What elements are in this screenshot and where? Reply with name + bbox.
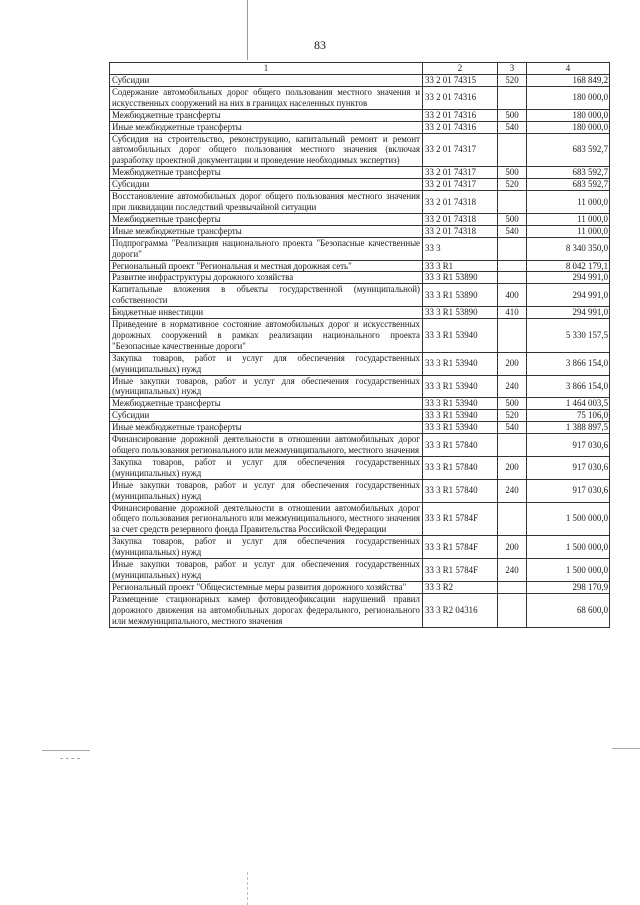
header-col-3: 3 (498, 63, 527, 75)
row-name-cell: Иные межбюджетные трансферты (110, 422, 423, 434)
row-code-cell: 33 3 R1 53940 (423, 375, 498, 398)
table-row (110, 167, 610, 179)
row-name-cell: Размещение стационарных камер фотовидеофиксации нарушений правил дорожного движения на автомобильных дорогах федерального, регионального или межмуниципального, местного значения (110, 593, 423, 627)
row-code-cell: 33 3 (423, 237, 498, 260)
row-amount-cell: 683 592,7 (527, 133, 610, 167)
row-code-cell: 33 2 01 74316 (423, 109, 498, 121)
row-type-cell: 500 (498, 109, 527, 121)
row-code-cell: 33 3 R1 53940 (423, 319, 498, 353)
table-row (110, 581, 610, 593)
row-type-cell (498, 502, 527, 536)
row-amount-cell: 11 000,0 (527, 225, 610, 237)
table-row (110, 284, 610, 307)
row-code-cell: 33 2 01 74318 (423, 225, 498, 237)
row-type-cell (498, 237, 527, 260)
row-amount-cell: 917 030,6 (527, 456, 610, 479)
row-name-cell: Бюджетные инвестиции (110, 307, 423, 319)
row-code-cell: 33 2 01 74317 (423, 179, 498, 191)
row-type-cell: 240 (498, 559, 527, 582)
row-type-cell: 410 (498, 307, 527, 319)
row-code-cell: 33 3 R1 53940 (423, 352, 498, 375)
table-row (110, 237, 610, 260)
row-amount-cell: 298 170,9 (527, 581, 610, 593)
row-code-cell: 33 3 R1 53940 (423, 410, 498, 422)
table-row (110, 75, 610, 87)
row-amount-cell: 1 464 003,5 (527, 398, 610, 410)
row-name-cell: Региональный проект "Региональная и местная дорожная сеть" (110, 260, 423, 272)
row-type-cell: 520 (498, 410, 527, 422)
table-row (110, 410, 610, 422)
row-type-cell (498, 260, 527, 272)
row-code-cell: 33 2 01 74316 (423, 121, 498, 133)
row-amount-cell: 3 866 154,0 (527, 352, 610, 375)
row-name-cell: Иные закупки товаров, работ и услуг для обеспечения государственных (муниципальных) нужд (110, 479, 423, 502)
row-code-cell: 33 3 R1 5784F (423, 536, 498, 559)
row-name-cell: Иные межбюджетные трансферты (110, 121, 423, 133)
row-type-cell: 540 (498, 121, 527, 133)
table-row (110, 536, 610, 559)
row-name-cell: Иные межбюджетные трансферты (110, 225, 423, 237)
row-type-cell: 400 (498, 284, 527, 307)
table-row (110, 398, 610, 410)
row-type-cell: 500 (498, 167, 527, 179)
table-row (110, 86, 610, 109)
row-name-cell: Финансирование дорожной деятельности в отношении автомобильных дорог общего пользования регионального или межмуниципального, местного значения за счет средств резервного фонда Правительства Российской Федерации (110, 502, 423, 536)
table-row (110, 434, 610, 457)
row-amount-cell: 75 106,0 (527, 410, 610, 422)
row-name-cell: Иные закупки товаров, работ и услуг для обеспечения государственных (муниципальных) нужд (110, 559, 423, 582)
scan-mark-left (42, 750, 90, 751)
table-row (110, 502, 610, 536)
header-col-2: 2 (423, 63, 498, 75)
row-amount-cell: 294 991,0 (527, 284, 610, 307)
table-row (110, 133, 610, 167)
table-row (110, 352, 610, 375)
row-code-cell: 33 2 01 74318 (423, 191, 498, 214)
row-name-cell: Межбюджетные трансферты (110, 398, 423, 410)
row-name-cell: Приведение в нормативное состояние автомобильных дорог и искусственных дорожных сооружений в рамках реализации национального проекта "Безопасные качественные дороги" (110, 319, 423, 353)
table-row (110, 179, 610, 191)
row-name-cell: Субсидия на строительство, реконструкцию, капитальный ремонт и ремонт автомобильных дорог общего пользования местного значения (включая разработку проектной документации и проведение необходимых экспертиз) (110, 133, 423, 167)
row-name-cell: Иные закупки товаров, работ и услуг для обеспечения государственных (муниципальных) нужд (110, 375, 423, 398)
header-row (110, 63, 610, 75)
row-code-cell: 33 3 R1 5784F (423, 559, 498, 582)
row-type-cell: 200 (498, 536, 527, 559)
row-amount-cell: 68 600,0 (527, 593, 610, 627)
row-type-cell (498, 191, 527, 214)
row-code-cell: 33 2 01 74317 (423, 167, 498, 179)
row-amount-cell: 917 030,6 (527, 479, 610, 502)
row-code-cell: 33 3 R1 53890 (423, 272, 498, 284)
row-type-cell: 540 (498, 225, 527, 237)
row-name-cell: Межбюджетные трансферты (110, 109, 423, 121)
row-code-cell: 33 3 R1 (423, 260, 498, 272)
row-code-cell: 33 3 R1 53890 (423, 284, 498, 307)
table-row (110, 559, 610, 582)
scan-mark-right (612, 748, 640, 749)
row-code-cell: 33 3 R2 (423, 581, 498, 593)
row-amount-cell: 683 592,7 (527, 167, 610, 179)
row-name-cell: Региональный проект "Общесистемные меры развития дорожного хозяйства" (110, 581, 423, 593)
row-amount-cell: 8 340 350,0 (527, 237, 610, 260)
row-code-cell: 33 3 R1 53940 (423, 422, 498, 434)
table-row (110, 213, 610, 225)
row-type-cell: 520 (498, 75, 527, 87)
row-amount-cell: 11 000,0 (527, 191, 610, 214)
table-row (110, 319, 610, 353)
row-amount-cell: 294 991,0 (527, 272, 610, 284)
row-amount-cell: 180 000,0 (527, 109, 610, 121)
row-amount-cell: 1 500 000,0 (527, 559, 610, 582)
row-name-cell: Субсидии (110, 179, 423, 191)
row-type-cell (498, 434, 527, 457)
row-name-cell: Финансирование дорожной деятельности в отношении автомобильных дорог общего пользования регионального или межмуниципального, местного значения (110, 434, 423, 457)
row-name-cell: Субсидии (110, 75, 423, 87)
row-type-cell: 500 (498, 213, 527, 225)
row-type-cell: 500 (498, 398, 527, 410)
row-amount-cell: 1 388 897,5 (527, 422, 610, 434)
row-amount-cell: 3 866 154,0 (527, 375, 610, 398)
table-row (110, 272, 610, 284)
row-name-cell: Восстановление автомобильных дорог общего пользования местного значения при ликвидации последствий чрезвычайной ситуации (110, 191, 423, 214)
row-name-cell: Подпрограмма "Реализация национального проекта "Безопасные качественные дороги" (110, 237, 423, 260)
row-code-cell: 33 3 R1 57840 (423, 456, 498, 479)
row-name-cell: Закупка товаров, работ и услуг для обеспечения государственных (муниципальных) нужд (110, 536, 423, 559)
row-type-cell: 240 (498, 375, 527, 398)
row-name-cell: Закупка товаров, работ и услуг для обеспечения государственных (муниципальных) нужд (110, 352, 423, 375)
row-type-cell: 240 (498, 479, 527, 502)
row-name-cell: Капитальные вложения в объекты государственной (муниципальной) собственности (110, 284, 423, 307)
row-amount-cell: 1 500 000,0 (527, 502, 610, 536)
row-type-cell: 200 (498, 456, 527, 479)
row-code-cell: 33 3 R1 5784F (423, 502, 498, 536)
table-row (110, 479, 610, 502)
row-amount-cell: 11 000,0 (527, 213, 610, 225)
row-amount-cell: 917 030,6 (527, 434, 610, 457)
table-row (110, 375, 610, 398)
header-col-1: 1 (110, 63, 423, 75)
table-row (110, 260, 610, 272)
header-col-4: 4 (527, 63, 610, 75)
row-code-cell: 33 3 R2 04316 (423, 593, 498, 627)
table-row (110, 307, 610, 319)
row-type-cell (498, 593, 527, 627)
row-amount-cell: 1 500 000,0 (527, 536, 610, 559)
budget-table (109, 62, 610, 628)
row-amount-cell: 5 330 157,5 (527, 319, 610, 353)
row-type-cell (498, 133, 527, 167)
row-code-cell: 33 2 01 74316 (423, 86, 498, 109)
row-name-cell: Содержание автомобильных дорог общего пользования местного значения и искусственных сооружений на них в границах населенных пунктов (110, 86, 423, 109)
row-amount-cell: 180 000,0 (527, 86, 610, 109)
row-type-cell (498, 581, 527, 593)
scan-mark-left-dashed (60, 758, 80, 759)
row-amount-cell: 168 849,2 (527, 75, 610, 87)
row-code-cell: 33 3 R1 57840 (423, 479, 498, 502)
page-number: 83 (314, 38, 326, 52)
table-body (110, 75, 610, 628)
row-type-cell (498, 319, 527, 353)
fold-line-bottom (247, 872, 248, 905)
table-row (110, 456, 610, 479)
table-row (110, 121, 610, 133)
table-row (110, 593, 610, 627)
table-row (110, 191, 610, 214)
row-amount-cell: 294 991,0 (527, 307, 610, 319)
row-amount-cell: 683 592,7 (527, 179, 610, 191)
row-amount-cell: 8 042 179,1 (527, 260, 610, 272)
table-row (110, 225, 610, 237)
row-type-cell (498, 86, 527, 109)
row-type-cell: 520 (498, 179, 527, 191)
row-code-cell: 33 2 01 74315 (423, 75, 498, 87)
row-name-cell: Закупка товаров, работ и услуг для обеспечения государственных (муниципальных) нужд (110, 456, 423, 479)
row-code-cell: 33 3 R1 53940 (423, 398, 498, 410)
row-type-cell (498, 272, 527, 284)
row-name-cell: Развитие инфраструктуры дорожного хозяйства (110, 272, 423, 284)
row-amount-cell: 180 000,0 (527, 121, 610, 133)
table-row (110, 422, 610, 434)
row-type-cell: 540 (498, 422, 527, 434)
row-code-cell: 33 2 01 74318 (423, 213, 498, 225)
row-name-cell: Субсидии (110, 410, 423, 422)
row-name-cell: Межбюджетные трансферты (110, 167, 423, 179)
row-name-cell: Межбюджетные трансферты (110, 213, 423, 225)
row-code-cell: 33 3 R1 57840 (423, 434, 498, 457)
table-row (110, 109, 610, 121)
row-code-cell: 33 2 01 74317 (423, 133, 498, 167)
row-code-cell: 33 3 R1 53890 (423, 307, 498, 319)
row-type-cell: 200 (498, 352, 527, 375)
